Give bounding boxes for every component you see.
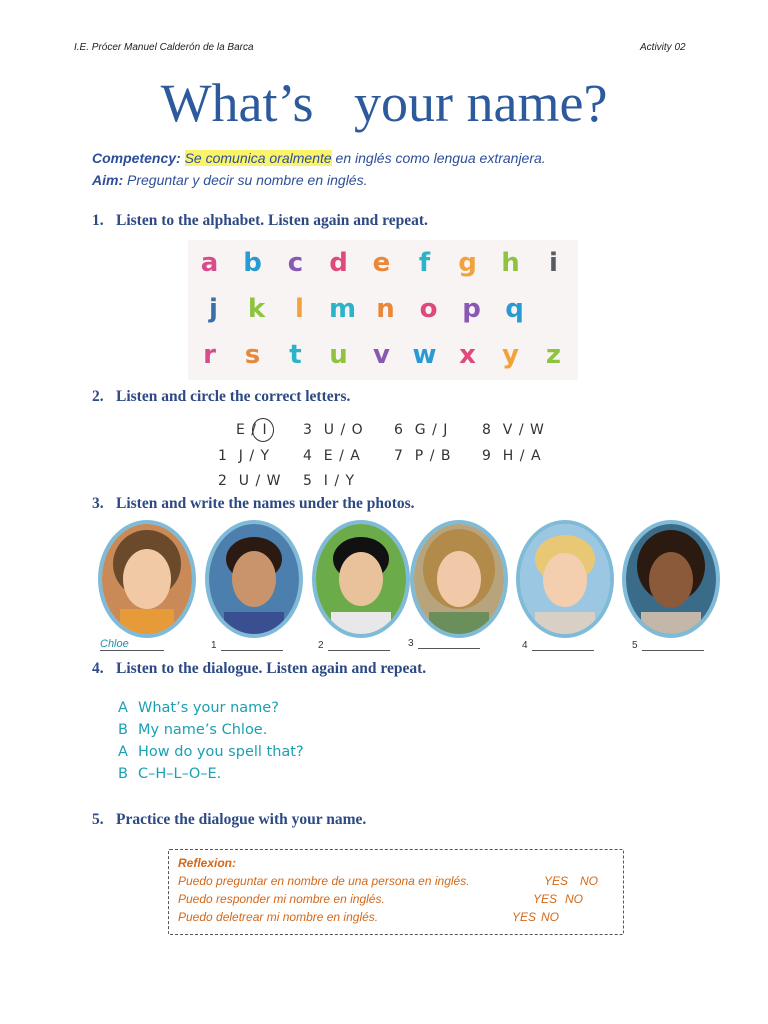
section-number: 4. [92,660,104,677]
letter-option[interactable]: 6 G / J [394,422,449,438]
photo-number: 4 [522,640,528,651]
section-number: 5. [92,811,104,828]
alphabet-letter-u: u [329,340,348,370]
girl-photo-icon [414,524,504,634]
section-number: 2. [92,388,104,405]
photo-4 [516,520,614,638]
alphabet-letter-j: j [209,294,218,324]
section-number: 1. [92,212,104,229]
photo-1 [205,520,303,638]
photo-3 [410,520,508,638]
letter-option[interactable]: 7 P / B [394,448,452,464]
alphabet-letter-y: y [502,340,519,370]
alphabet-letter-p: p [462,294,481,324]
alphabet-letter-x: x [459,340,476,370]
reflexion-title: Reflexion: [178,856,237,870]
alphabet-letter-b: b [243,248,262,278]
alphabet-letter-d: d [329,248,348,278]
answer-line[interactable] [642,640,704,651]
section-heading-2 [92,388,350,406]
letter-option[interactable]: 5 I / Y [303,473,356,489]
photo-label-5[interactable] [632,640,704,651]
speaker-label: A [118,744,128,760]
section-number: 3. [92,495,104,512]
boy-photo-icon [520,524,610,634]
answer-line[interactable] [418,638,480,649]
alphabet-letter-q: q [505,294,524,324]
photo-label-3[interactable] [408,638,480,649]
photo-2 [312,520,410,638]
alphabet-letter-c: c [287,248,304,278]
letter-option[interactable]: 4 E / A [303,448,361,464]
alphabet-letter-h: h [501,248,520,278]
alphabet-letter-g: g [458,248,477,278]
alphabet-letter-f: f [418,248,431,278]
answer-line[interactable] [532,640,594,651]
letter-option[interactable]: 9 H / A [482,448,542,464]
dialogue-line [118,744,304,760]
page-title: What’s your name? [160,73,608,133]
alphabet-letter-l: l [295,294,304,324]
school-name: I.E. Prócer Manuel Calderón de la Barca [74,42,254,53]
alphabet-letter-s: s [244,340,261,370]
alphabet-letter-o: o [419,294,438,324]
alphabet-letter-a: a [200,248,219,278]
alphabet-letter-v: v [373,340,390,370]
letter-option[interactable]: 8 V / W [482,422,545,438]
yes-option[interactable]: YES [533,892,558,906]
alphabet-letter-n: n [376,294,395,324]
aim-label: Aim: [92,172,124,188]
photo-label-chloe: Chloe [100,638,164,651]
girl-photo-icon [626,524,716,634]
alphabet-letter-w: w [412,340,437,370]
reflexion-item: Puedo responder mi nombre en inglés. [178,892,385,906]
letter-option[interactable]: 3 U / O [303,422,364,438]
section-heading-4 [92,660,426,678]
dialogue-line [118,700,279,716]
dialogue-line [118,766,221,782]
answer-line[interactable] [328,640,390,651]
speaker-label: A [118,700,128,716]
section-heading-1 [92,212,428,230]
competency-text: en inglés como lengua extranjera. [331,150,546,166]
boy-photo-icon [209,524,299,634]
yes-option[interactable]: YES [512,910,537,924]
letter-option[interactable]: 1 J / Y [218,448,271,464]
alphabet-letter-k: k [247,294,266,324]
section-heading-3 [92,495,415,513]
alphabet-letter-i: i [549,248,558,278]
answer-line[interactable] [221,640,283,651]
photo-label-4[interactable] [522,640,594,651]
alphabet-letter-t: t [289,340,302,370]
reflexion-item: Puedo preguntar en nombre de una persona en inglés. [178,874,470,888]
boy-photo-icon [316,524,406,634]
photo-number: 1 [211,640,217,651]
photo-label-2[interactable] [318,640,390,651]
section-text: Listen to the dialogue. Listen again and repeat. [116,660,427,677]
section-text: Listen and circle the correct letters. [116,388,351,405]
no-option[interactable]: NO [580,874,598,888]
competency-label: Competency: [92,150,181,166]
alphabet-panel [188,240,578,380]
section-heading-5 [92,811,366,829]
aim-line [92,172,367,188]
photo-number: 2 [318,640,324,651]
photo-number: 5 [632,640,638,651]
aim-text: Preguntar y decir su nombre en inglés. [123,172,368,188]
yes-option[interactable]: YES [544,874,569,888]
alphabet-letter-m: m [328,294,357,324]
photo-number: 3 [408,638,414,649]
competency-highlight: Se comunica oralmente [184,150,332,166]
photo-5 [622,520,720,638]
letter-option[interactable]: E / I [236,422,268,438]
alphabet-letter-r: r [203,340,216,370]
no-option[interactable]: NO [565,892,583,906]
dialogue-text: How do you spell that? [138,744,304,760]
photo-label-1[interactable] [211,640,283,651]
competency-line [92,150,546,166]
speaker-label: B [118,722,128,738]
alphabet-letter-z: z [545,340,562,370]
photo-chloe [98,520,196,638]
no-option[interactable]: NO [541,910,559,924]
dialogue-line [118,722,267,738]
reflexion-item: Puedo deletrear mi nombre en inglés. [178,910,379,924]
section-text: Listen and write the names under the photos. [116,495,415,512]
section-text: Listen to the alphabet. Listen again and repeat. [116,212,428,229]
section-text: Practice the dialogue with your name. [116,811,367,828]
activity-number: Activity 02 [640,42,686,53]
dialogue-text: My name’s Chloe. [138,722,268,738]
speaker-label: B [118,766,128,782]
letter-option[interactable]: 2 U / W [218,473,282,489]
dialogue-text: What’s your name? [138,700,279,716]
alphabet-letter-e: e [372,248,391,278]
girl-photo-icon [102,524,192,634]
dialogue-text: C–H–L–O–E. [138,766,222,782]
